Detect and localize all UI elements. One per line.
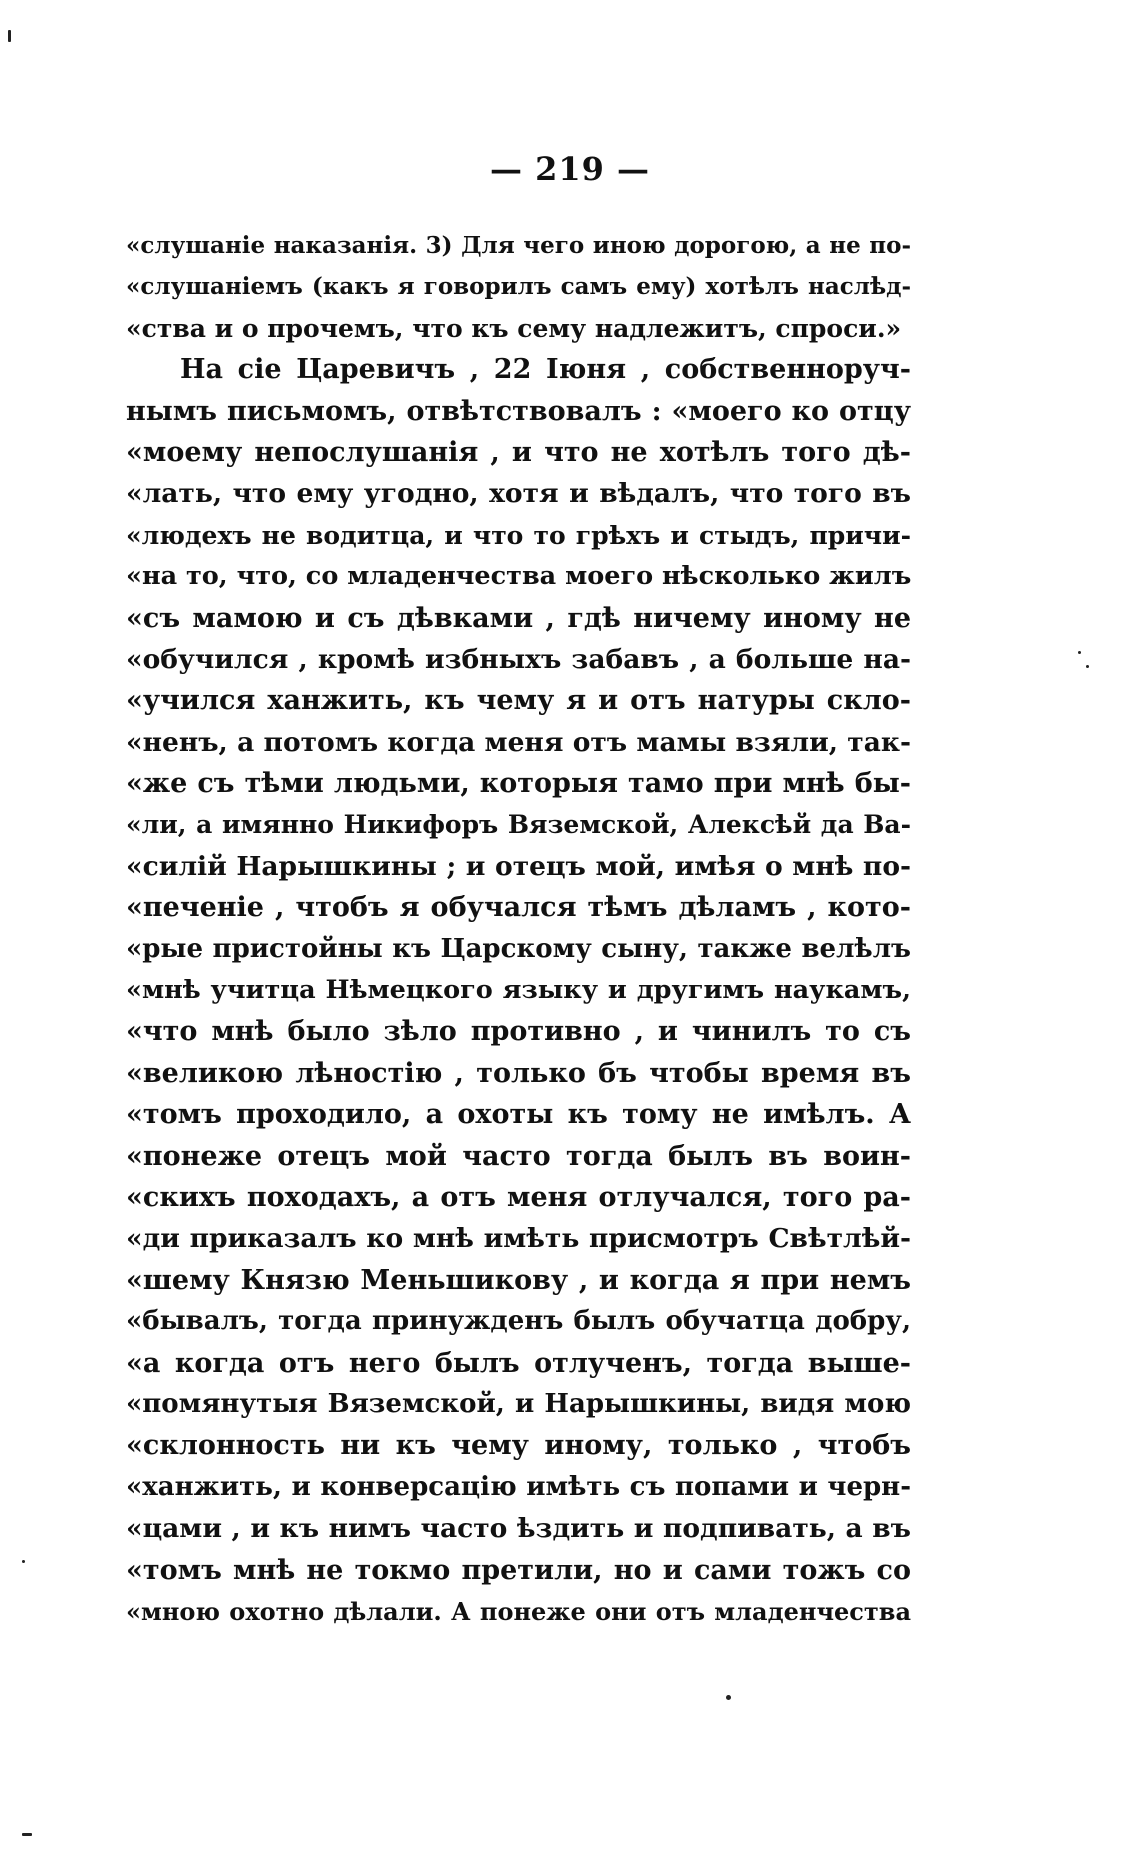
text-line: «мнѣ учитца Нѣмецкого языку и другимъ наукамъ, (126, 975, 911, 1006)
text-line: «ства и о прочемъ, что къ сему надлежитъ, спроси.» (126, 313, 902, 343)
text-line: «на то, что, со младенчества моего нѣсколько жилъ (126, 561, 912, 592)
text-line: «моему непослушанія , и что не хотѣлъ того дѣ- (126, 436, 911, 468)
text-line: «великою лѣностію , только бъ чтобы время въ (126, 1057, 911, 1089)
text-line: «печеніе , чтобъ я обучался тѣмъ дѣламъ , кото- (126, 892, 911, 924)
text-line: «рые пристойны къ Царскому сыну, также велѣлъ (126, 933, 911, 964)
text-line: «цами , и къ нимъ часто ѣздить и подпивать, а въ (126, 1513, 911, 1545)
scan-speck (726, 1695, 731, 1700)
text-line: «мною охотно дѣлали. А понеже они отъ младенчества (126, 1596, 911, 1626)
text-line: «же съ тѣми людьми, которыя тамо при мнѣ бы- (126, 768, 911, 800)
text-line: «лать, что ему угодно, хотя и вѣдалъ, что того въ (126, 478, 911, 510)
text-line-paragraph-start: На сіе Царевичъ , 22 Іюня , собственноруч- (180, 354, 911, 386)
text-line: «слушаніе наказанія. 3) Для чего иною дорогою, а не по- (126, 232, 911, 259)
body-text (126, 225, 911, 1632)
text-line: «склонность ни къ чему иному, только , чтобъ (126, 1430, 911, 1462)
text-line: «людехъ не водитца, и что то грѣхъ и стыдъ, причи- (126, 520, 911, 550)
scan-speck (22, 1560, 25, 1563)
text-line: «скихъ походахъ, а отъ меня отлучался, того ра- (126, 1181, 911, 1213)
scan-speck (8, 30, 11, 42)
text-line: «помянутыя Вяземской, и Нарышкины, видя мою (126, 1388, 911, 1419)
text-line: «ненъ, а потомъ когда меня отъ мамы взяли, так- (126, 726, 911, 758)
text-line: «томъ проходило, а охоты къ тому не имѣлъ. А (126, 1099, 911, 1131)
text-line: «силій Нарышкины ; и отецъ мой, имѣя о мнѣ по- (126, 850, 911, 882)
text-line: «что мнѣ было зѣло противно , и чинилъ то съ (126, 1016, 911, 1048)
scan-speck (1078, 651, 1081, 654)
text-line: «слушаніемъ (какъ я говорилъ самъ ему) хотѣлъ наслѣд- (126, 273, 911, 301)
page-number: — 219 — (489, 150, 651, 188)
text-line: «бывалъ, тогда принужденъ былъ обучатца добру, (126, 1306, 911, 1337)
scan-speck (22, 1833, 32, 1836)
text-line: «ли, а имянно Никифоръ Вяземской, Алексѣй да Ва- (126, 810, 911, 840)
text-line: «учился ханжить, къ чему я и отъ натуры скло- (126, 685, 911, 717)
text-line: «съ мамою и съ дѣвками , гдѣ ничему иному не (126, 602, 911, 634)
text-line: «шему Князю Меньшикову , и когда я при немъ (126, 1264, 911, 1296)
text-line: «обучился , кромѣ избныхъ забавъ , а больше на- (126, 643, 911, 675)
text-line: нымъ письмомъ, отвѣтствовалъ : «моего ко отцу (126, 395, 911, 427)
text-line: «ди приказалъ ко мнѣ имѣть присмотръ Свѣтлѣй- (126, 1223, 911, 1255)
text-line: «понеже отецъ мой часто тогда былъ въ воин- (126, 1140, 911, 1172)
scan-speck (1086, 665, 1089, 668)
text-line: «томъ мнѣ не токмо претили, но и сами тожъ со (126, 1554, 911, 1586)
text-line: «а когда отъ него былъ отлученъ, тогда выше- (126, 1347, 911, 1379)
text-line: «ханжить, и конверсацію имѣть съ попами и черн- (126, 1471, 911, 1502)
